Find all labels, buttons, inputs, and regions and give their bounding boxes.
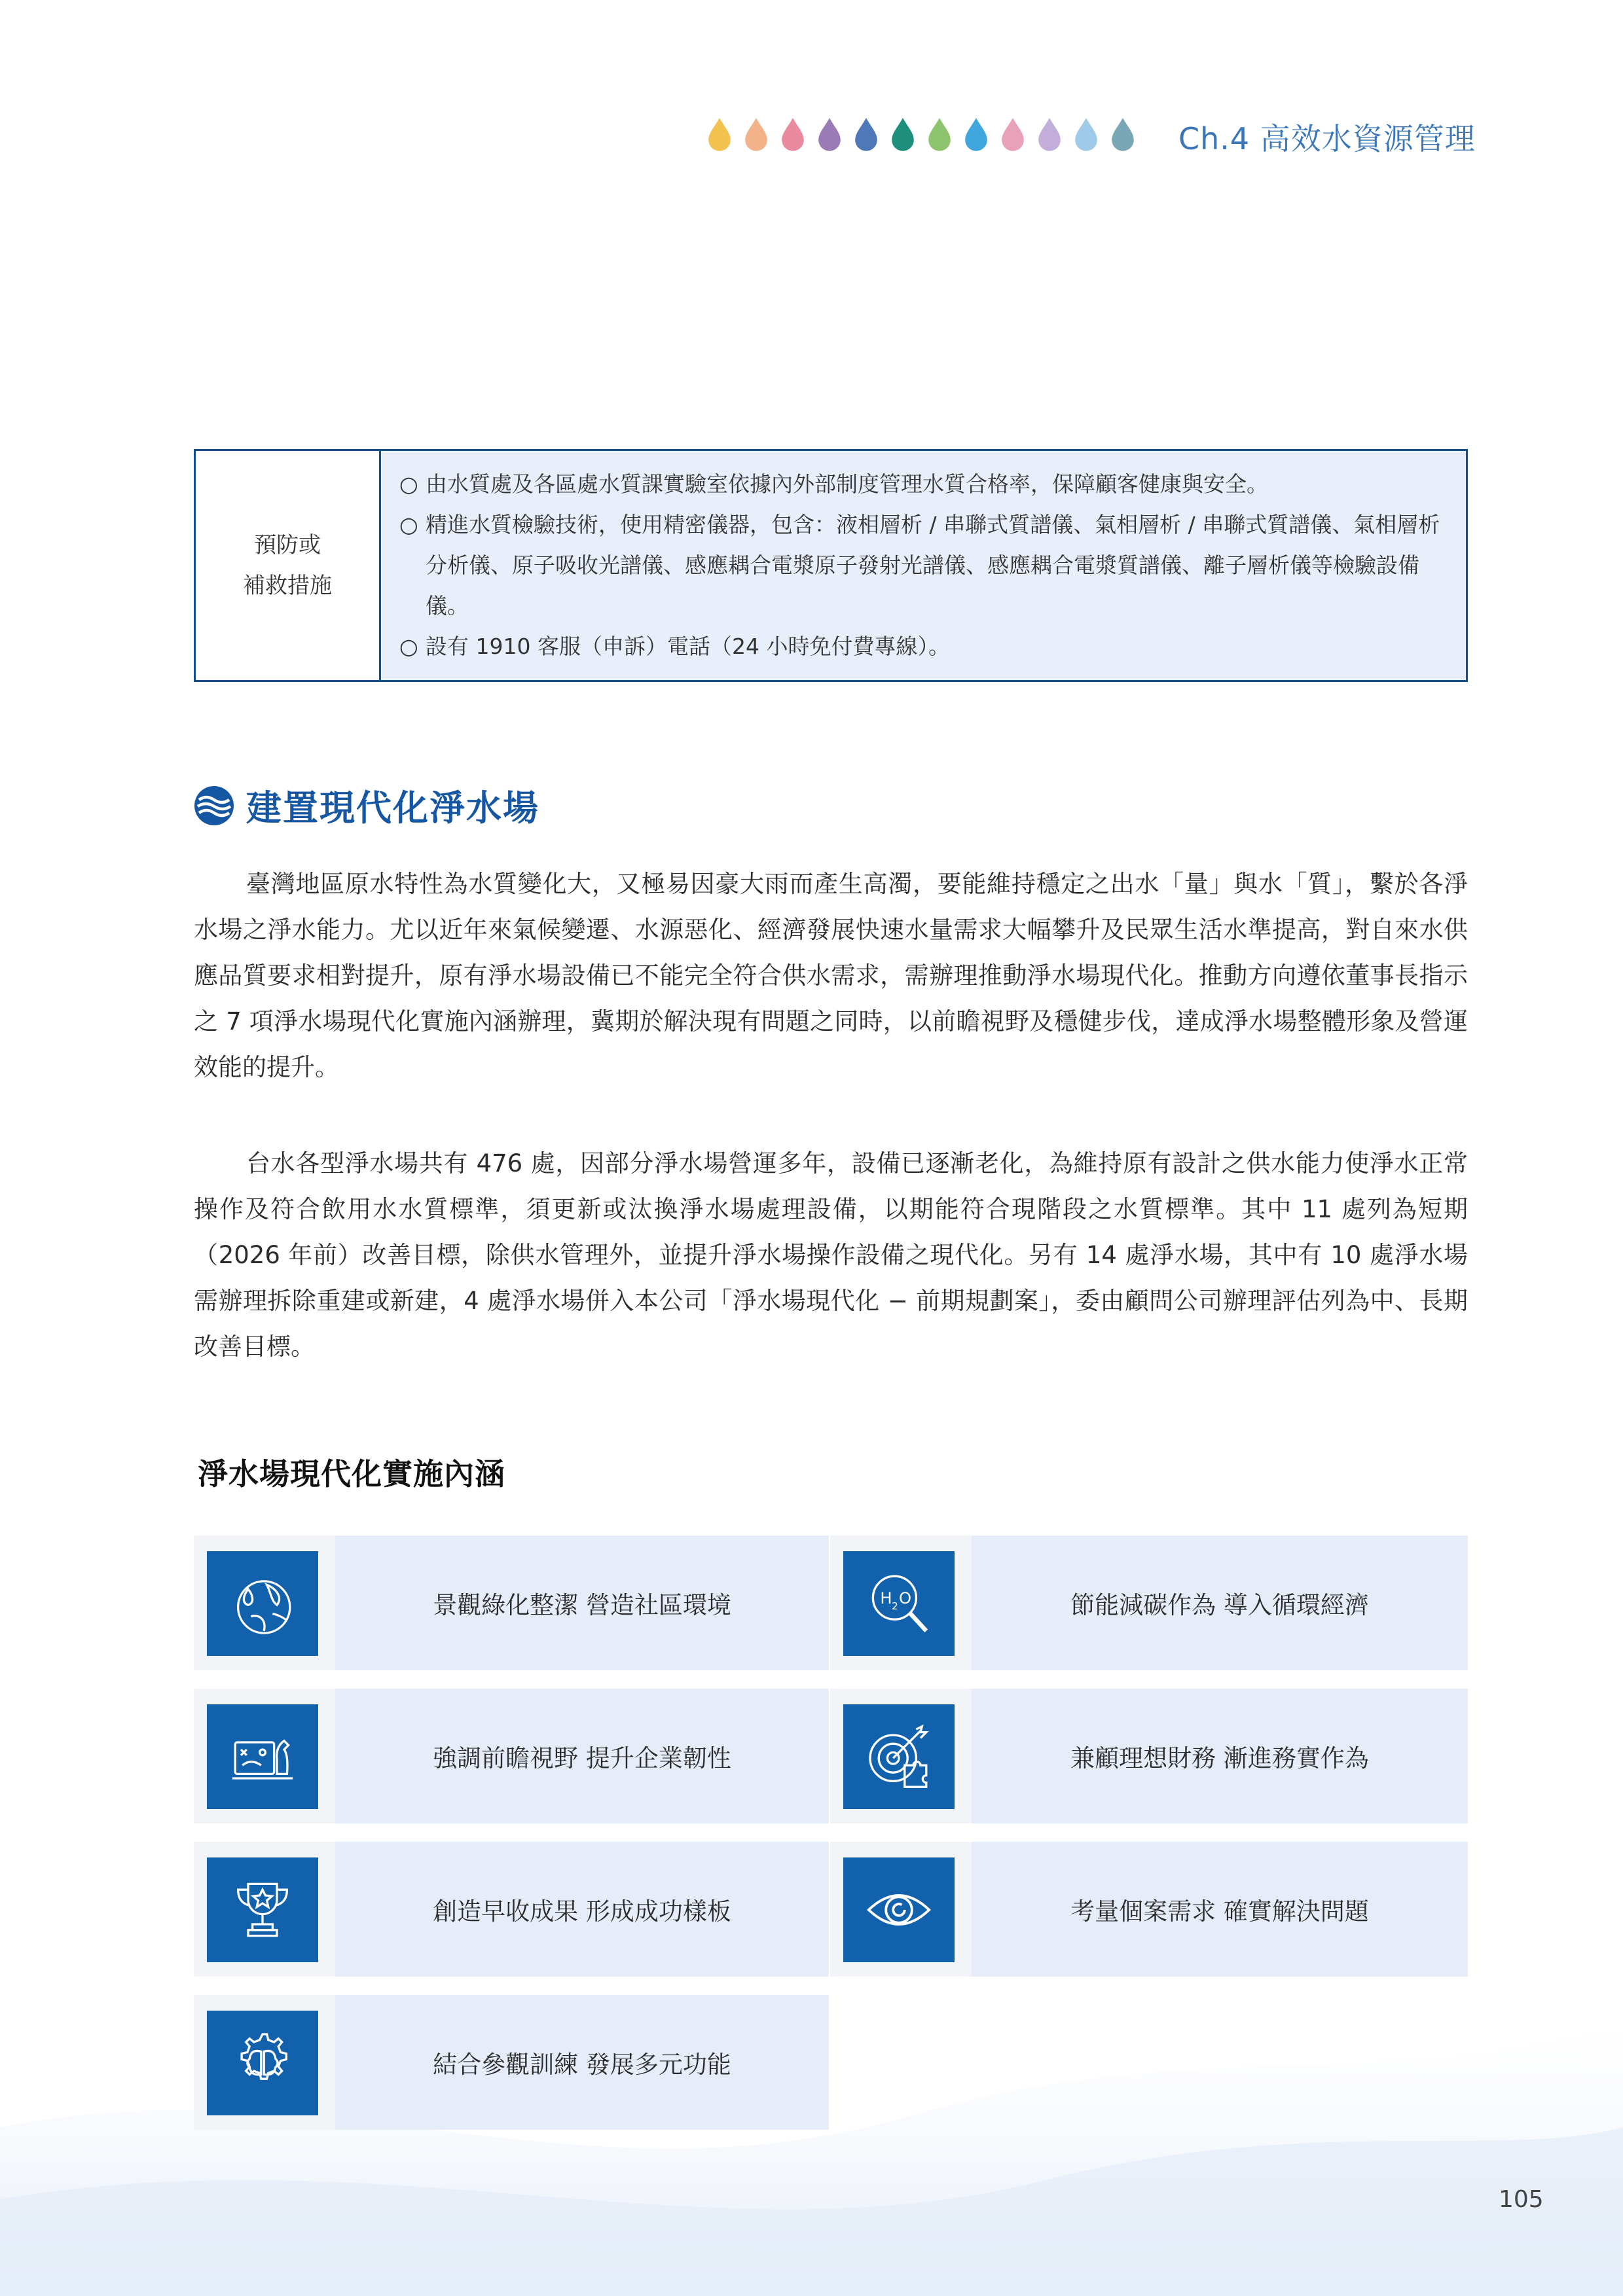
- circle-bullet-icon: ○: [399, 512, 418, 537]
- eye-icon: [843, 1857, 955, 1962]
- section-heading: [194, 780, 539, 831]
- h2o-magnifier-icon: [843, 1551, 955, 1656]
- svg-text:H: H: [880, 1589, 892, 1607]
- water-drop-icon: [926, 117, 953, 152]
- card-label: 節能減碳作為 導入循環經濟: [972, 1535, 1468, 1670]
- water-drop-icon: [779, 117, 807, 152]
- strategy-board-icon: [207, 1704, 318, 1809]
- trophy-icon: [207, 1857, 318, 1962]
- implementation-card: [194, 1842, 829, 1977]
- implementation-card: [194, 1535, 829, 1670]
- circle-bullet-icon: ○: [399, 634, 418, 659]
- paragraph-2: 台水各型淨水場共有 476 處，因部分淨水場營運多年，設備已逐漸老化，為維持原有設計之供水能力使淨水正常操作及符合飲用水水質標準，須更新或汰換淨水場處理設備，以期能符合現階段之水質標準。其中 11 處列為短期（2026 年前）改善目標，除供水管理外，並提升淨水場操作設備之現代化。另有 14 處淨水場，其中有 10 處淨水場需辦理拆除重建或新建，4 處淨水場併入本公司「淨水場現代化 − 前期規劃案」，委由顧問公司辦理評估列為中、長期改善目標。: [194, 1149, 1468, 1361]
- table-label-line1: 預防或: [254, 532, 321, 558]
- svg-text:O: O: [899, 1589, 912, 1607]
- water-drop-icon: [1072, 117, 1100, 152]
- page-number: 105: [1499, 2186, 1544, 2213]
- wave-logo-icon: [194, 785, 234, 826]
- water-drop-icon: [852, 117, 880, 152]
- table-label-cell: [196, 451, 381, 680]
- card-label: 考量個案需求 確實解決問題: [972, 1842, 1468, 1977]
- card-label: 創造早收成果 形成成功樣板: [335, 1842, 829, 1977]
- water-drop-icon: [1109, 117, 1137, 152]
- table-bullet: ○ 設有 1910 客服（申訴）電話（24 小時免付費專線）。: [399, 626, 1449, 667]
- table-content-cell: [381, 451, 1466, 680]
- water-drop-icon: [999, 117, 1027, 152]
- table-label-line2: 補救措施: [243, 573, 332, 599]
- water-drop-icon: [889, 117, 917, 152]
- water-drop-icon: [962, 117, 990, 152]
- target-puzzle-icon: [843, 1704, 955, 1809]
- implementation-card: [830, 1842, 1468, 1977]
- water-earth-icon: [207, 1551, 318, 1656]
- implementation-card: [830, 1535, 1468, 1670]
- water-drop-icon: [742, 117, 770, 152]
- chapter-title: Ch.4 高效水資源管理: [1178, 121, 1476, 156]
- svg-text:2: 2: [892, 1600, 898, 1612]
- card-label: 強調前瞻視野 提升企業韌性: [335, 1689, 829, 1823]
- table-bullet: ○ 由水質處及各區處水質課實驗室依據內外部制度管理水質合格率，保障顧客健康與安全。: [399, 464, 1449, 505]
- card-label: 景觀綠化整潔 營造社區環境: [335, 1535, 829, 1670]
- water-drop-icon: [706, 117, 733, 152]
- brain-gear-icon: [207, 2011, 318, 2115]
- implementation-title: 淨水場現代化實施內涵: [198, 1456, 505, 1492]
- paragraph-1: 臺灣地區原水特性為水質變化大，又極易因豪大雨而產生高濁，要能維持穩定之出水「量」與水「質」，繫於各淨水場之淨水能力。尤以近年來氣候變遷、水源惡化、經濟發展快速水量需求大幅攀升及民眾生活水準提高，對自來水供應品質要求相對提升，原有淨水場設備已不能完全符合供水需求，需辦理推動淨水場現代化。推動方向遵依董事長指示之 7 項淨水場現代化實施內涵辦理，冀期於解決現有問題之同時，以前瞻視野及穩健步伐，達成淨水場整體形象及營運效能的提升。: [194, 870, 1468, 1081]
- circle-bullet-icon: ○: [399, 471, 418, 497]
- card-label: 兼顧理想財務 漸進務實作為: [972, 1689, 1468, 1823]
- water-drop-icon: [1036, 117, 1063, 152]
- prevention-table: [194, 449, 1468, 682]
- table-bullet: ○ 精進水質檢驗技術，使用精密儀器，包含：液相層析 / 串聯式質譜儀、氣相層析 / 串聯式質譜儀、氣相層析分析儀、原子吸收光譜儀、感應耦合電漿原子發射光譜儀、感應耦合電漿質譜儀、離子層析儀等檢驗設備儀。: [399, 505, 1449, 626]
- implementation-card: [194, 1995, 829, 2130]
- section-title: 建置現代化淨水場: [246, 787, 539, 829]
- color-drops: [706, 117, 1137, 152]
- water-drop-icon: [816, 117, 843, 152]
- implementation-card: [194, 1689, 829, 1823]
- implementation-card: [830, 1689, 1468, 1823]
- card-label: 結合參觀訓練 發展多元功能: [335, 1995, 829, 2130]
